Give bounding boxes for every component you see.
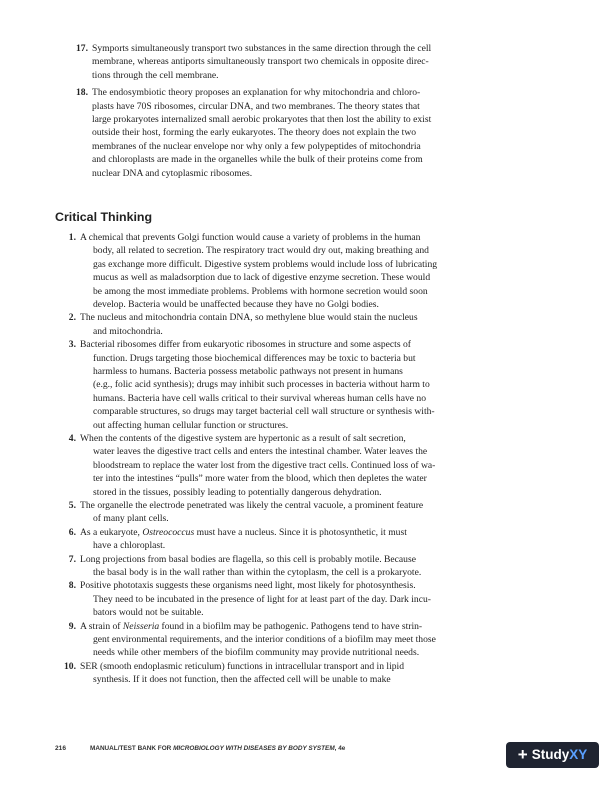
answer-line: function. Drugs targeting those biochemical differences may be toxic to bacteria but bbox=[93, 352, 416, 364]
answer-line: tions through the cell membrane. bbox=[92, 69, 219, 81]
answer-item bbox=[68, 579, 540, 619]
answer-line: body, all related to secretion. The respiratory tract would dry out, making breathing and bbox=[93, 245, 429, 257]
answer-number: 2. bbox=[68, 312, 76, 324]
answer-line: gent environmental requirements, and the interior conditions of a biofilm may meet those bbox=[93, 634, 436, 645]
answer-number: 4. bbox=[68, 433, 76, 444]
answer-line: mucus as well as maladsorption due to lack of digestive enzyme secretion. These would bbox=[93, 272, 431, 284]
answer-line: Positive phototaxis suggests these organisms need light, most likely for photosynthesis. bbox=[80, 580, 416, 592]
answer-line: have a chloroplast. bbox=[93, 540, 166, 552]
answer-item bbox=[64, 660, 540, 687]
answer-text bbox=[80, 231, 540, 311]
answer-line: develop. Bacteria would be unaffected because they have no Golgi bodies. bbox=[93, 299, 379, 311]
answer-text bbox=[92, 42, 540, 82]
answer-item bbox=[68, 432, 540, 499]
answer-line: membranes of the nuclear envelope nor why only a few polypeptides of mitochondria bbox=[92, 140, 421, 152]
answer-number: 9. bbox=[68, 620, 76, 632]
answer-line: harmless to humans. Bacteria possess metabolic pathways not present in humans bbox=[93, 366, 403, 377]
answer-item bbox=[68, 499, 540, 526]
answer-item bbox=[68, 553, 540, 580]
studyxy-badge[interactable] bbox=[506, 742, 599, 768]
answer-line: Bacterial ribosomes differ from eukaryotic ribosomes in structure and some aspects of bbox=[80, 339, 411, 351]
footer-title-suffix: , 4e bbox=[334, 745, 346, 752]
answer-item bbox=[68, 338, 540, 432]
studyxy-logo bbox=[532, 748, 588, 762]
answer-line: bators would not be suitable. bbox=[93, 607, 204, 619]
answer-number: 7. bbox=[68, 553, 76, 565]
answer-line: membrane, whereas antiports simultaneously transport two chemicals in opposite direc- bbox=[92, 56, 429, 68]
answer-line: of many plant cells. bbox=[93, 513, 169, 525]
page-number: 216 bbox=[55, 745, 67, 752]
footer-title-prefix: MANUAL/TEST BANK FOR bbox=[90, 745, 174, 752]
answer-number: 17. bbox=[76, 43, 88, 54]
answer-line: (e.g., folic acid synthesis); drugs may inhibit such processes in bacteria without harm to bbox=[93, 379, 430, 391]
answer-line: nuclear DNA and cytoplasmic ribosomes. bbox=[92, 167, 253, 179]
answer-number: 1. bbox=[68, 232, 76, 243]
answer-text bbox=[80, 660, 540, 687]
footer-title-book: MICROBIOLOGY WITH DISEASES BY BODY SYSTEM bbox=[173, 745, 335, 752]
answer-text bbox=[80, 620, 540, 660]
answer-text bbox=[80, 579, 540, 619]
answer-line: plasts have 70S ribosomes, circular DNA, and two membranes. The theory states that bbox=[92, 100, 420, 112]
answer-text bbox=[80, 499, 540, 526]
answer-line: large prokaryotes internalized small aerobic prokaryotes that then lost the ability to exist bbox=[92, 114, 432, 125]
answer-item bbox=[76, 86, 540, 180]
answer-text bbox=[80, 526, 540, 553]
answer-number: 8. bbox=[68, 580, 76, 592]
answer-item bbox=[68, 311, 540, 338]
answer-line: They need to be incubated in the presence of light for at least part of the day. Dark incu- bbox=[93, 593, 431, 605]
answer-line: water leaves the digestive tract cells and enters the intestinal chamber. Water leaves the bbox=[93, 446, 428, 458]
answer-line: The endosymbiotic theory proposes an explanation for why mitochondria and chloro- bbox=[92, 87, 421, 99]
answer-line: The nucleus and mitochondria contain DNA, so methylene blue would stain the nucleus bbox=[80, 312, 418, 324]
answer-item bbox=[68, 231, 540, 311]
answer-line: The organelle the electrode penetrated was likely the central vacuole, a prominent feature bbox=[80, 500, 424, 511]
answer-item bbox=[76, 42, 540, 82]
answer-line: comparable structures, so drugs may target bacterial cell wall structure or synthesis with- bbox=[93, 406, 435, 418]
answer-number: 3. bbox=[68, 339, 76, 351]
answer-text bbox=[80, 338, 540, 432]
answer-line: outside their host, forming the early eukaryotes. The theory does not explain the two bbox=[92, 127, 417, 139]
answer-text bbox=[80, 553, 540, 580]
section-heading: Critical Thinking bbox=[55, 210, 153, 224]
answer-line: humans. Bacteria have cell walls critical to their survival whereas human cells have no bbox=[93, 392, 426, 404]
answer-line: needs while other members of the biofilm community may provide nutritional needs. bbox=[93, 647, 420, 659]
answer-line: synthesis. If it does not function, then the affected cell will be unable to make bbox=[93, 674, 391, 686]
answer-line: As a eukaryote, Ostreococcus must have a nucleus. Since it is photosynthetic, it must bbox=[80, 526, 407, 538]
answer-text bbox=[80, 311, 540, 338]
answer-line: out affecting human cellular function or structures. bbox=[93, 419, 289, 431]
answer-text bbox=[92, 86, 540, 180]
answer-line: stored in the tissues, possibly leading to potentially dangerous dehydration. bbox=[93, 486, 382, 498]
answer-line: SER (smooth endoplasmic reticulum) functions in intracellular transport and in lipid bbox=[80, 660, 404, 672]
answer-line: and chloroplasts are made in the organelles while the bulk of their proteins come from bbox=[92, 154, 423, 166]
answer-number: 18. bbox=[76, 87, 88, 99]
answer-line: A strain of Neisseria found in a biofilm may be pathogenic. Pathogens tend to have strin- bbox=[80, 620, 423, 632]
answer-line: be among the most immediate problems. Problems with hormone secretion would soon bbox=[93, 285, 428, 297]
answer-item bbox=[68, 526, 540, 553]
answer-text bbox=[80, 432, 540, 499]
answer-number: 6. bbox=[68, 526, 76, 538]
answer-line: Long projections from basal bodies are flagella, so this cell is probably motile. Because bbox=[80, 553, 416, 565]
answer-line: the basal body is in the wall rather than within the cytoplasm, the cell is a prokaryote. bbox=[93, 567, 422, 578]
plus-icon: + bbox=[517, 745, 528, 764]
answer-line: ter into the intestines “pulls” more water from the blood, which then depletes the water bbox=[93, 473, 427, 485]
answer-line: Symports simultaneously transport two substances in the same direction through the cell bbox=[92, 43, 432, 54]
answer-line: and mitochondria. bbox=[93, 325, 163, 337]
answer-number: 5. bbox=[68, 500, 76, 511]
answer-number: 10. bbox=[64, 660, 76, 672]
answer-line: A chemical that prevents Golgi function would cause a variety of problems in the human bbox=[80, 232, 421, 243]
answer-line: bloodstream to replace the water lost from the digestive tract cells. Continued loss of wa- bbox=[93, 459, 436, 471]
brand-part-study: Study bbox=[531, 747, 570, 763]
running-footer-title bbox=[90, 745, 345, 752]
brand-part-xy: XY bbox=[569, 747, 588, 763]
answer-line: gas exchange more difficult. Digestive system problems would include loss of lubricating bbox=[93, 258, 438, 270]
answer-line: When the contents of the digestive system are hypertonic as a result of salt secretion, bbox=[80, 433, 406, 444]
answer-item bbox=[68, 620, 540, 660]
